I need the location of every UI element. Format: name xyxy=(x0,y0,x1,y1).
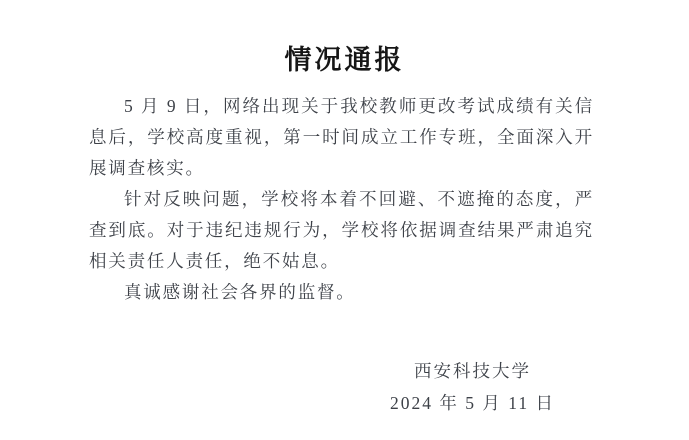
paragraph-thanks: 真诚感谢社会各界的监督。 xyxy=(124,282,356,302)
paragraph-attitude: 针对反映问题，学校将本着不回避、不遮掩的态度，严查到底。对于违纪违规行为，学校将依据调查结果严肃追究相关责任人责任，绝不姑息。 xyxy=(89,189,594,271)
document-title: 情况通报 xyxy=(284,45,405,76)
signature-organization: 西安科技大学 xyxy=(414,361,531,381)
signature-date: 2024 年 5 月 11 日 xyxy=(390,393,555,413)
paragraph-investigation: 5 月 9 日，网络出现关于我校教师更改考试成绩有关信息后，学校高度重视，第一时间成立工作专班，全面深入开展调查核实。 xyxy=(89,96,594,178)
signature-block xyxy=(390,355,555,419)
document-body xyxy=(89,91,594,308)
